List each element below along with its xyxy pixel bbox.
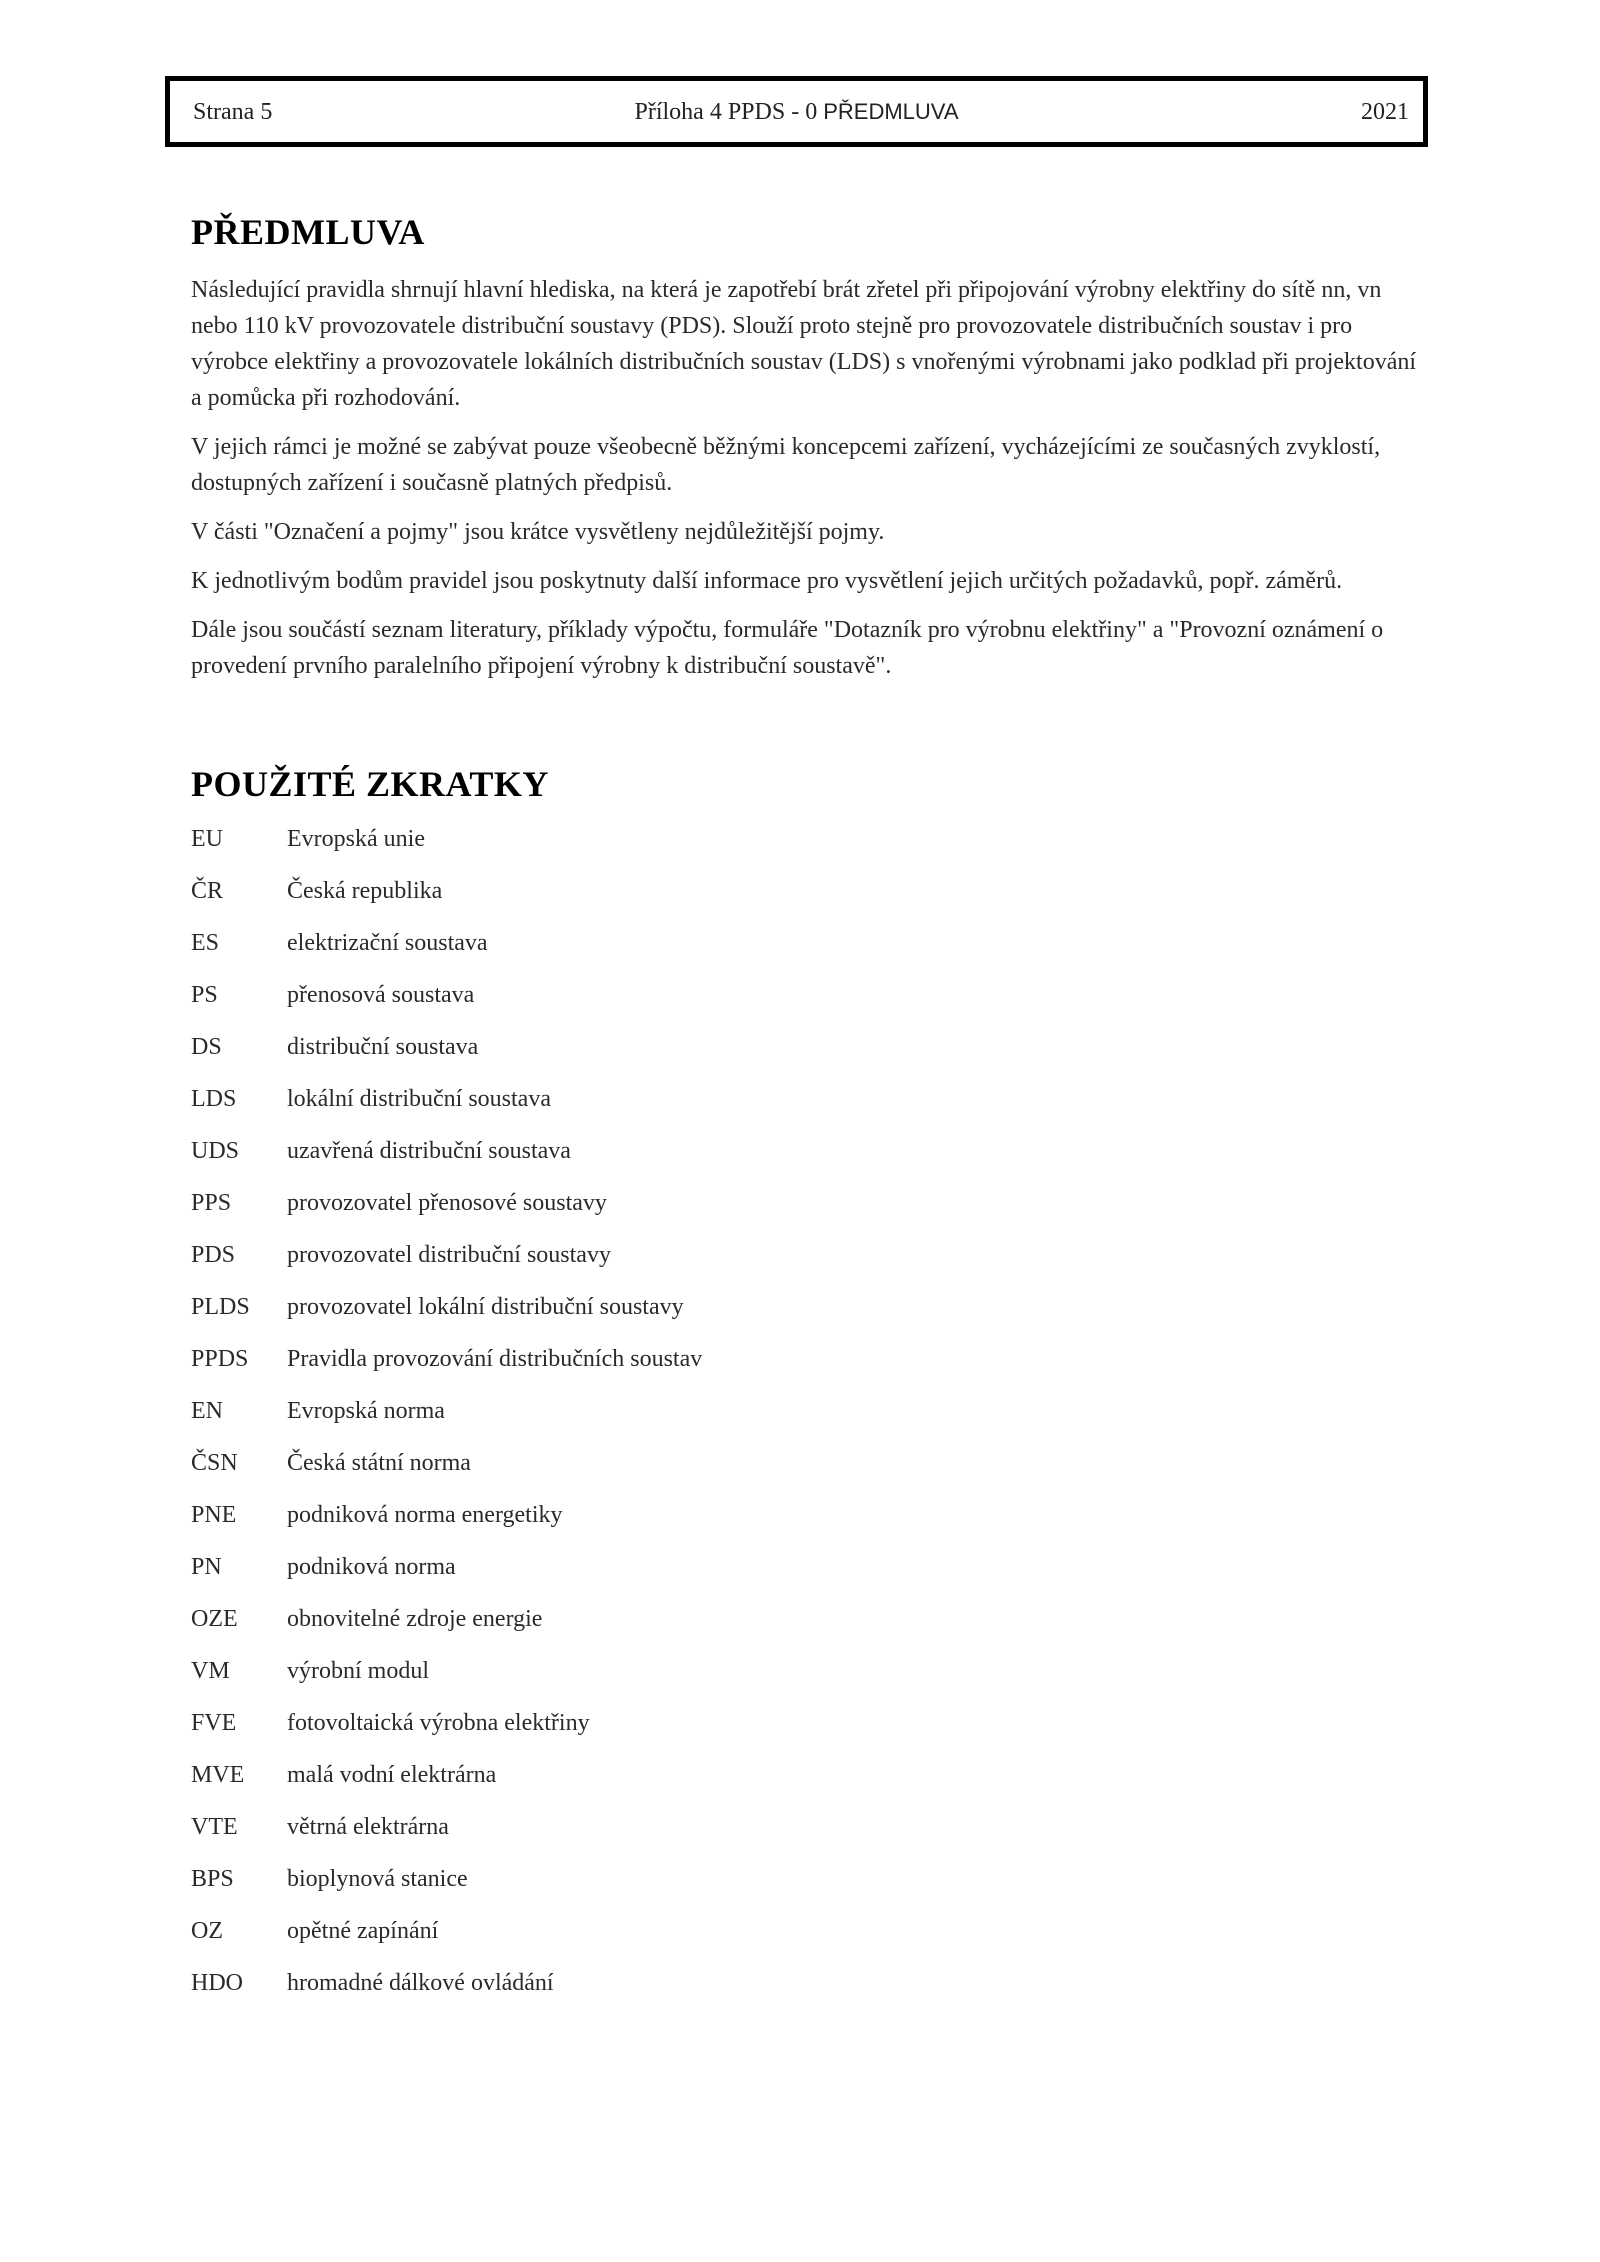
preface-paragraph: V jejich rámci je možné se zabývat pouze všeobecně běžnými koncepcemi zařízení, vycházejícími ze současných zvyklostí, dostupných zařízení i současně platných předpisů. [191, 434, 1381, 496]
preface-paragraph: K jednotlivým bodům pravidel jsou poskytnuty další informace pro vysvětlení jejich určitých požadavků, popř. záměrů. [191, 568, 1343, 594]
abbreviation-code: VM [191, 1658, 230, 1684]
preface-paragraph: Dále jsou součástí seznam literatury, příklady výpočtu, formuláře "Dotazník pro výrobnu elektřiny" a "Provozní oznámení o provedení prvního paralelního připojení výrobny k distribuční soustavě". [191, 617, 1384, 679]
abbreviation-item [191, 1864, 1421, 1916]
abbreviation-item [191, 1968, 1421, 2020]
abbreviation-item [191, 1448, 1421, 1500]
preface-body [191, 272, 1421, 684]
abbreviation-item [191, 1396, 1421, 1448]
abbreviation-code: LDS [191, 1086, 237, 1112]
abbreviation-item [191, 1136, 1421, 1188]
abbreviation-description: Pravidla provozování distribučních soustav [287, 1346, 703, 1372]
document-year: 2021 [1361, 99, 1409, 125]
preface-paragraph: V části "Označení a pojmy" jsou krátce vysvětleny nejdůležitější pojmy. [191, 519, 885, 545]
abbreviation-code: DS [191, 1034, 222, 1060]
abbreviation-code: PS [191, 982, 218, 1008]
preface-paragraph: Následující pravidla shrnují hlavní hlediska, na která je zapotřebí brát zřetel při připojování výrobny elektřiny do sítě nn, vn nebo 110 kV provozovatele distribuční soustavy (PDS). Slouží proto stejně pro provozovatele distribučních soustav i pro výrobce elektřiny a provozovatele lokálních distribučních soustav (LDS) s vnořenými výrobnami jako podklad při projektování a pomůcka při rozhodování. [191, 277, 1417, 411]
abbreviation-description: elektrizační soustava [287, 930, 488, 956]
abbreviation-description: Evropská unie [287, 826, 425, 852]
abbreviation-item [191, 928, 1421, 980]
abbreviation-item [191, 1604, 1421, 1656]
abbreviation-description: větrná elektrárna [287, 1814, 449, 1840]
abbreviation-code: OZE [191, 1606, 238, 1632]
page-number: Strana 5 [193, 99, 273, 125]
abbreviation-code: PDS [191, 1242, 236, 1268]
abbreviations-title: POUŽITÉ ZKRATKY [191, 764, 549, 804]
abbreviation-item [191, 1188, 1421, 1240]
abbreviation-code: UDS [191, 1138, 240, 1164]
page-header [165, 76, 1428, 147]
abbreviation-code: PLDS [191, 1294, 250, 1320]
document-title-section: PŘEDMLUVA [823, 99, 959, 124]
abbreviation-description: bioplynová stanice [287, 1866, 468, 1892]
abbreviation-code: BPS [191, 1866, 234, 1892]
abbreviation-code: ČR [191, 878, 224, 904]
abbreviation-item [191, 1708, 1421, 1760]
abbreviation-code: VTE [191, 1814, 238, 1840]
abbreviation-description: podniková norma [287, 1554, 456, 1580]
abbreviation-description: uzavřená distribuční soustava [287, 1138, 571, 1164]
abbreviation-description: fotovoltaická výrobna elektřiny [287, 1710, 590, 1736]
page-content [191, 210, 1421, 2020]
abbreviation-code: PNE [191, 1502, 237, 1528]
abbreviation-item [191, 1760, 1421, 1812]
abbreviation-code: PPS [191, 1190, 232, 1216]
abbreviation-item [191, 824, 1421, 876]
abbreviation-item [191, 1500, 1421, 1552]
preface-title: PŘEDMLUVA [191, 212, 425, 252]
abbreviation-description: provozovatel distribuční soustavy [287, 1242, 611, 1268]
abbreviation-code: EU [191, 826, 223, 852]
abbreviation-item [191, 1916, 1421, 1968]
abbreviation-code: MVE [191, 1762, 245, 1788]
abbreviation-item [191, 1084, 1421, 1136]
abbreviation-item [191, 1032, 1421, 1084]
abbreviation-description: podniková norma energetiky [287, 1502, 563, 1528]
abbreviation-description: přenosová soustava [287, 982, 475, 1008]
abbreviations-list [191, 824, 1421, 2020]
abbreviation-description: Česká státní norma [287, 1450, 471, 1476]
abbreviation-item [191, 1240, 1421, 1292]
abbreviation-description: Evropská norma [287, 1398, 445, 1424]
abbreviation-code: ČSN [191, 1450, 238, 1476]
abbreviation-item [191, 876, 1421, 928]
abbreviation-code: PN [191, 1554, 222, 1580]
abbreviation-code: HDO [191, 1970, 243, 1996]
document-title [170, 97, 1423, 127]
abbreviation-item [191, 1292, 1421, 1344]
abbreviation-description: hromadné dálkové ovládání [287, 1970, 554, 1996]
abbreviation-description: obnovitelné zdroje energie [287, 1606, 543, 1632]
document-title-prefix: Příloha 4 PPDS - 0 [634, 99, 824, 125]
abbreviation-item [191, 1812, 1421, 1864]
abbreviation-code: ES [191, 930, 220, 956]
abbreviation-code: OZ [191, 1918, 223, 1944]
abbreviation-item [191, 1344, 1421, 1396]
abbreviation-item [191, 980, 1421, 1032]
abbreviation-description: distribuční soustava [287, 1034, 479, 1060]
abbreviation-description: Česká republika [287, 878, 443, 904]
abbreviation-description: malá vodní elektrárna [287, 1762, 497, 1788]
abbreviation-code: EN [191, 1398, 223, 1424]
abbreviation-description: opětné zapínání [287, 1918, 439, 1944]
abbreviation-description: výrobní modul [287, 1658, 429, 1684]
abbreviation-description: provozovatel přenosové soustavy [287, 1190, 607, 1216]
abbreviation-item [191, 1552, 1421, 1604]
abbreviation-code: PPDS [191, 1346, 249, 1372]
abbreviation-item [191, 1656, 1421, 1708]
abbreviation-description: provozovatel lokální distribuční soustavy [287, 1294, 684, 1320]
abbreviation-description: lokální distribuční soustava [287, 1086, 551, 1112]
abbreviation-code: FVE [191, 1710, 237, 1736]
